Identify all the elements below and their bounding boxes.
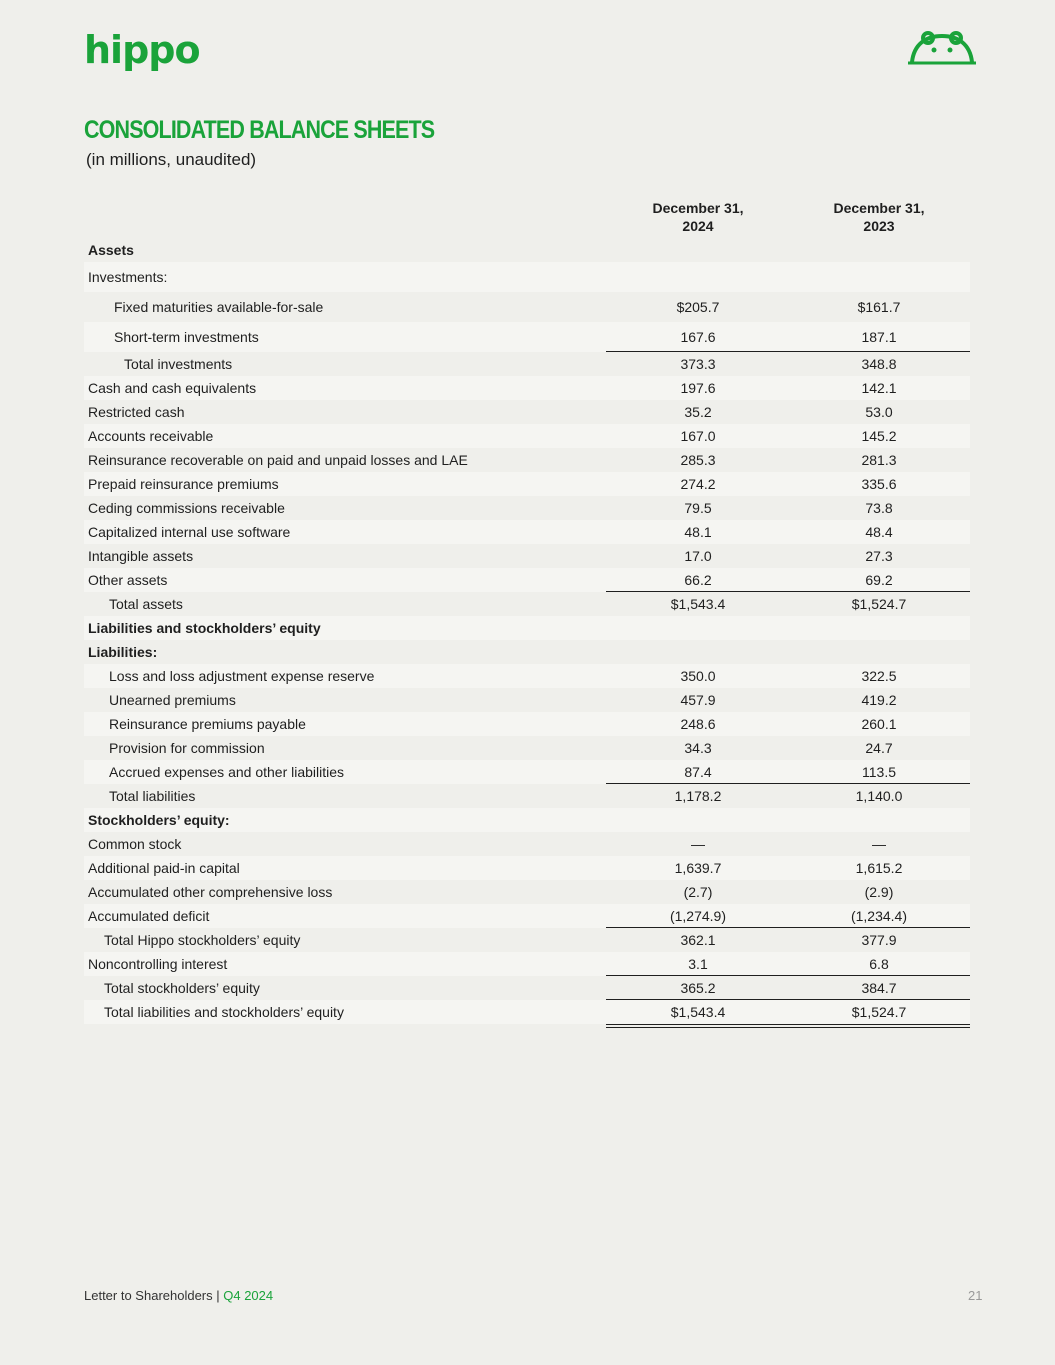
column-header-line1: December 31,: [833, 200, 925, 216]
value-2023: 24.7: [865, 740, 893, 756]
column-header-line2: 2023: [863, 218, 895, 234]
row-label: Fixed maturities available-for-sale: [114, 299, 324, 315]
table-row: [84, 760, 970, 784]
footer: [84, 1288, 273, 1303]
value-2024: 285.3: [680, 452, 716, 468]
value-2023: 27.3: [865, 548, 893, 564]
column-header-2023: [789, 199, 969, 235]
value-2023: $161.7: [857, 299, 901, 315]
value-2023: (2.9): [864, 884, 894, 900]
page-subtitle: (in millions, unaudited): [86, 150, 257, 169]
value-2023: 322.5: [861, 668, 897, 684]
value-2024: (2.7): [683, 884, 713, 900]
table-row: [84, 856, 970, 880]
row-label: Other assets: [88, 572, 168, 588]
row-label: Total Hippo stockholders’ equity: [104, 932, 301, 948]
column-header-line1: December 31,: [652, 200, 744, 216]
value-2023: (1,234.4): [850, 908, 908, 924]
value-2023: 69.2: [865, 572, 893, 588]
table-row: [84, 520, 970, 544]
row-label: Total stockholders’ equity: [104, 980, 260, 996]
row-label: Provision for commission: [109, 740, 265, 756]
value-2024: 1,178.2: [674, 788, 722, 804]
value-2023: 419.2: [861, 692, 897, 708]
table-row: [84, 262, 970, 292]
row-label: Reinsurance premiums payable: [109, 716, 306, 732]
row-label: Investments:: [88, 269, 168, 285]
value-2023: $1,524.7: [851, 596, 907, 612]
table-row: [84, 376, 970, 400]
table-row: [84, 238, 970, 262]
value-2023: $1,524.7: [851, 1004, 907, 1020]
table-row: [84, 496, 970, 520]
table-row: [84, 712, 970, 736]
value-2024: 365.2: [680, 980, 716, 996]
value-2024: 457.9: [680, 692, 716, 708]
value-2024: $205.7: [676, 299, 720, 315]
table-row: [84, 472, 970, 496]
row-label: Capitalized internal use software: [88, 524, 291, 540]
value-2024: 197.6: [680, 380, 716, 396]
value-2024: $1,543.4: [670, 596, 726, 612]
table-row: [84, 904, 970, 928]
value-2024: 48.1: [684, 524, 712, 540]
value-2024: 87.4: [684, 764, 712, 780]
value-2024: 248.6: [680, 716, 716, 732]
footer-quarter: Q4 2024: [223, 1288, 274, 1303]
footer-text: Letter to Shareholders |: [84, 1288, 224, 1303]
value-2023: 260.1: [861, 716, 897, 732]
table-row: [84, 322, 970, 352]
table-row: [84, 640, 970, 664]
table-row: [84, 616, 970, 640]
value-2023: 113.5: [862, 764, 896, 780]
row-label: Liabilities and stockholders’ equity: [88, 620, 321, 636]
value-2023: 53.0: [865, 404, 893, 420]
row-label: Total liabilities and stockholders’ equity: [104, 1004, 344, 1020]
value-2024: 79.5: [684, 500, 712, 516]
value-2024: 373.3: [680, 356, 716, 372]
row-label: Accrued expenses and other liabilities: [109, 764, 345, 780]
row-label: Assets: [88, 242, 134, 258]
column-header-2024: [608, 199, 788, 235]
double-total-rule: [606, 1024, 970, 1028]
table-row: [84, 592, 970, 616]
value-2023: 6.8: [869, 956, 889, 972]
table-row: [84, 808, 970, 832]
row-label: Stockholders’ equity:: [88, 812, 230, 828]
value-2024: 34.3: [684, 740, 712, 756]
value-2023: 187.1: [861, 329, 897, 345]
row-label: Total assets: [109, 596, 183, 612]
value-2023: 48.4: [865, 524, 893, 540]
row-label: Common stock: [88, 836, 182, 852]
value-2023: 281.3: [861, 452, 897, 468]
value-2024: 17.0: [684, 548, 712, 564]
value-2024: —: [691, 836, 705, 852]
value-2023: 377.9: [861, 932, 897, 948]
value-2023: 145.2: [861, 428, 897, 444]
column-header-line2: 2024: [682, 218, 714, 234]
row-label: Reinsurance recoverable on paid and unpaid losses and LAE: [88, 452, 468, 468]
row-label: Short-term investments: [114, 329, 259, 345]
table-row: [84, 1000, 970, 1024]
row-label: Accumulated other comprehensive loss: [88, 884, 333, 900]
row-label: Cash and cash equivalents: [88, 380, 257, 396]
row-label: Accounts receivable: [88, 428, 214, 444]
table-row: [84, 976, 970, 1000]
table-row: [84, 352, 970, 376]
value-2024: 66.2: [684, 572, 712, 588]
value-2024: 35.2: [684, 404, 712, 420]
table-row: [84, 784, 970, 808]
table-row: [84, 688, 970, 712]
balance-sheet-table: [84, 238, 970, 1024]
row-label: Intangible assets: [88, 548, 194, 564]
row-label: Prepaid reinsurance premiums: [88, 476, 279, 492]
value-2024: (1,274.9): [669, 908, 727, 924]
value-2023: 1,615.2: [855, 860, 903, 876]
value-2023: 142.1: [861, 380, 897, 396]
row-label: Total liabilities: [109, 788, 196, 804]
value-2023: 1,140.0: [855, 788, 903, 804]
row-label: Accumulated deficit: [88, 908, 210, 924]
table-row: [84, 292, 970, 322]
table-row: [84, 952, 970, 976]
table-row: [84, 424, 970, 448]
hippo-logo: hippo: [84, 28, 200, 72]
table-row: [84, 880, 970, 904]
row-label: Noncontrolling interest: [88, 956, 228, 972]
page-title: CONSOLIDATED BALANCE SHEETS: [84, 116, 435, 144]
value-2023: 73.8: [865, 500, 893, 516]
value-2024: 167.6: [680, 329, 716, 345]
row-label: Restricted cash: [88, 404, 185, 420]
row-label: Total investments: [124, 356, 233, 372]
page-number: 21: [968, 1288, 983, 1303]
value-2023: —: [872, 836, 886, 852]
table-row: [84, 736, 970, 760]
value-2024: 3.1: [688, 956, 708, 972]
value-2024: 1,639.7: [674, 860, 722, 876]
row-label: Unearned premiums: [109, 692, 236, 708]
table-row: [84, 400, 970, 424]
value-2024: 362.1: [680, 932, 716, 948]
value-2024: 167.0: [680, 428, 716, 444]
row-label: Ceding commissions receivable: [88, 500, 285, 516]
row-label: Liabilities:: [88, 644, 158, 660]
table-row: [84, 832, 970, 856]
value-2024: $1,543.4: [670, 1004, 726, 1020]
table-row: [84, 928, 970, 952]
value-2024: 350.0: [680, 668, 716, 684]
value-2023: 384.7: [861, 980, 897, 996]
row-label: Additional paid-in capital: [88, 860, 240, 876]
table-row: [84, 568, 970, 592]
table-row: [84, 448, 970, 472]
table-row: [84, 544, 970, 568]
hippo-mascot-icon: [908, 30, 976, 66]
row-label: Loss and loss adjustment expense reserve: [109, 668, 375, 684]
table-row: [84, 664, 970, 688]
value-2023: 348.8: [861, 356, 897, 372]
value-2023: 335.6: [861, 476, 897, 492]
value-2024: 274.2: [680, 476, 716, 492]
